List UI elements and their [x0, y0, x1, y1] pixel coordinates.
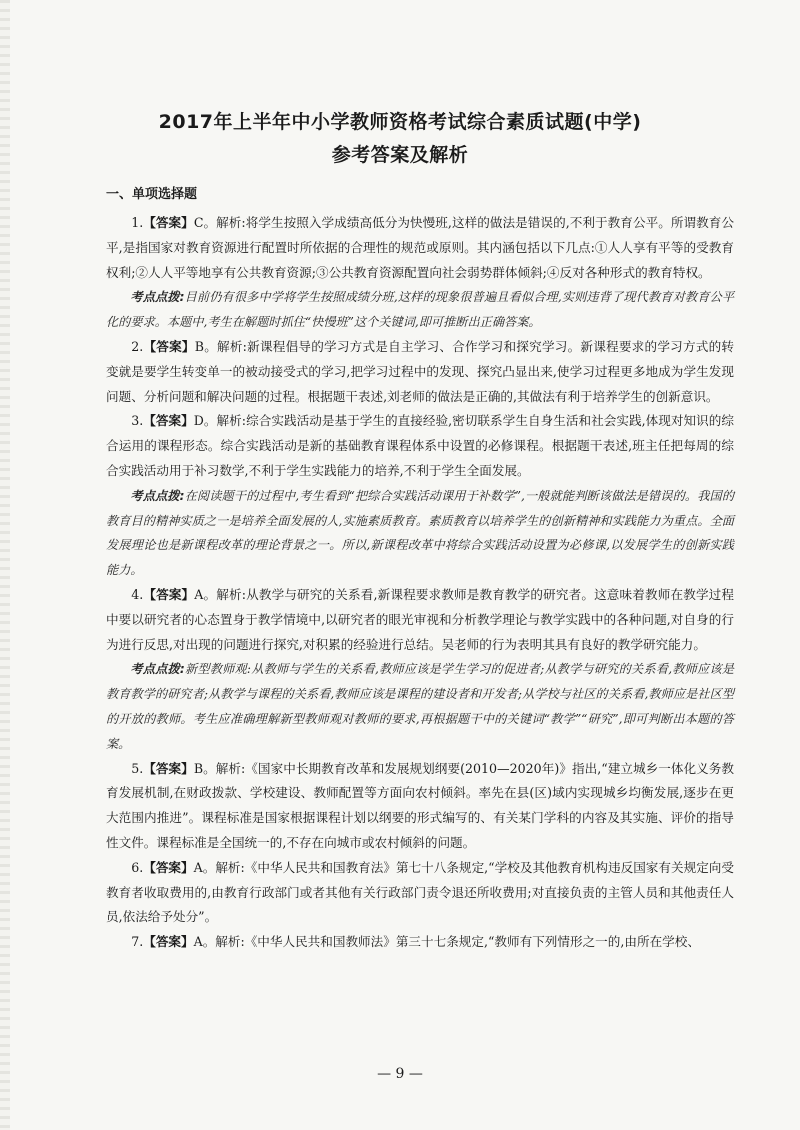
key-point-text: 在阅读题干的过程中,考生看到“把综合实践活动课用于补数学”,一般就能判断该做法是错误的。我国的教育目的精神实质之一是培养全面发展的人,实施素质教育。素质教育以培养学生的创新精神和实践能力为重点。全面发展理论也是新课程改革的理论背景之一。所以,新课程改革中将综合实践活动设置为必修课,以发展学生的创新实践能力。 — [106, 488, 735, 578]
key-point-3 — [106, 484, 734, 583]
answer-content — [106, 185, 734, 955]
section-heading: 一、单项选择题 — [106, 187, 198, 202]
answer-item-6 — [106, 856, 734, 930]
item-number: 5. — [131, 760, 144, 776]
answer-item-5 — [106, 757, 734, 856]
answer-text: A。解析:《中华人民共和国教育法》第七十八条规定,“学校及其他教育机构违反国家有关规定向受教育者收取费用的,由教育行政部门或者其他有关行政部门责令退还所收费用;对直接负责的主管人员和其他责任人员,依法给予处分”。 — [106, 859, 734, 925]
key-point-4 — [106, 657, 734, 756]
page-title: 2017年上半年中小学教师资格考试综合素质试题(中学) — [158, 111, 642, 133]
key-point-text: 新型教师观:从教师与学生的关系看,教师应该是学生学习的促进者;从教学与研究的关系看,教师应该是教育教学的研究者;从教学与课程的关系看,教师应该是课程的建设者和开发者;从学校与社区的关系看,教师应是社区型的开放的教师。考生应准确理解新型教师观对教师的要求,再根据题干中的关键词“教学”“研究”,即可判断出本题的答案。 — [106, 662, 734, 751]
item-number: 6. — [131, 859, 144, 875]
answer-item-2 — [106, 335, 734, 409]
answer-item-3 — [106, 409, 734, 483]
answer-label: 【答案】 — [143, 934, 194, 950]
answer-label: 【答案】 — [143, 215, 194, 230]
answer-item-7 — [106, 930, 734, 955]
answer-label: 【答案】 — [143, 760, 194, 776]
key-point-label: 考点点拨: — [130, 488, 185, 503]
answer-item-4 — [106, 583, 734, 657]
key-point-1 — [106, 285, 734, 335]
answer-item-1 — [106, 211, 734, 285]
page-number: — 9 — — [377, 1066, 423, 1082]
answer-label: 【答案】 — [143, 413, 194, 429]
page-subtitle: 参考答案及解析 — [331, 144, 469, 166]
key-point-text: 目前仍有很多中学将学生按照成绩分班,这样的现象很普遍且看似合理,实则违背了现代教育对教育公平化的要求。本题中,考生在解题时抓住“快慢班”这个关键词,即可推断出正确答案。 — [106, 290, 735, 330]
item-number: 2. — [131, 338, 144, 354]
answer-label: 【答案】 — [143, 859, 194, 875]
item-number: 4. — [131, 586, 144, 602]
answer-text: C。解析:将学生按照入学成绩高低分为快慢班,这样的做法是错误的,不利于教育公平。所谓教育公平,是指国家对教育资源进行配置时所依据的合理性的规范或原则。其内涵包括以下几点:①人人享有平等的受教育权利;②人人平等地享有公共教育资源;③公共教育资源配置向社会弱势群体倾斜;④反对各种形式的教育特权。 — [106, 215, 735, 280]
answer-label: 【答案】 — [143, 338, 195, 354]
key-point-label: 考点点拨: — [130, 662, 185, 677]
item-number: 1. — [131, 215, 144, 230]
answer-text: A。解析:《中华人民共和国教师法》第三十七条规定,“教师有下列情形之一的,由所在学校、 — [193, 934, 700, 950]
answer-text: B。解析:《国家中长期教育改革和发展规划纲要(2010—2020年)》指出,“建立城乡一体化义务教育发展机制,在财政拨款、学校建设、教师配置等方面向农村倾斜。率先在县(区)域内实现城乡均衡发展,逐步在更大范围内推进”。课程标准是国家根据课程计划以纲要的形式编写的、有关某门学科的内容及其实施、评价的指导性文件。课程标准是全国统一的,不存在向城市或农村倾斜的问题。 — [106, 760, 735, 850]
answer-text: D。解析:综合实践活动是基于学生的直接经验,密切联系学生自身生活和社会实践,体现对知识的综合运用的课程形态。综合实践活动是新的基础教育课程体系中设置的必修课程。根据题干表述,班主任把每周的综合实践活动用于补习数学,不利于学生实践能力的培养,不利于学生全面发展。 — [106, 413, 735, 478]
item-number: 3. — [131, 413, 144, 429]
answer-label: 【答案】 — [143, 586, 195, 602]
item-number: 7. — [131, 934, 144, 950]
answer-text: B。解析:新课程倡导的学习方式是自主学习、合作学习和探究学习。新课程要求的学习方式的转变就是要学生转变单一的被动接受式的学习,把学习过程中的发现、探究凸显出来,使学习过程更多地成为学生发现问题、分析问题和解决问题的过程。根据题干表述,刘老师的做法是正确的,其做法有利于培养学生的创新意识。 — [106, 338, 734, 404]
answer-text: A。解析:从教学与研究的关系看,新课程要求教师是教育教学的研究者。这意味着教师在教学过程中要以研究者的心态置身于教学情境中,以研究者的眼光审视和分析教学理论与教学实践中的各种问题,对自身的行为进行反思,对出现的问题进行探究,对积累的经验进行总结。吴老师的行为表明其具有良好的教学研究能力。 — [106, 586, 735, 652]
key-point-label: 考点点拨: — [130, 290, 185, 305]
scan-edge-artifact — [0, 0, 10, 1130]
